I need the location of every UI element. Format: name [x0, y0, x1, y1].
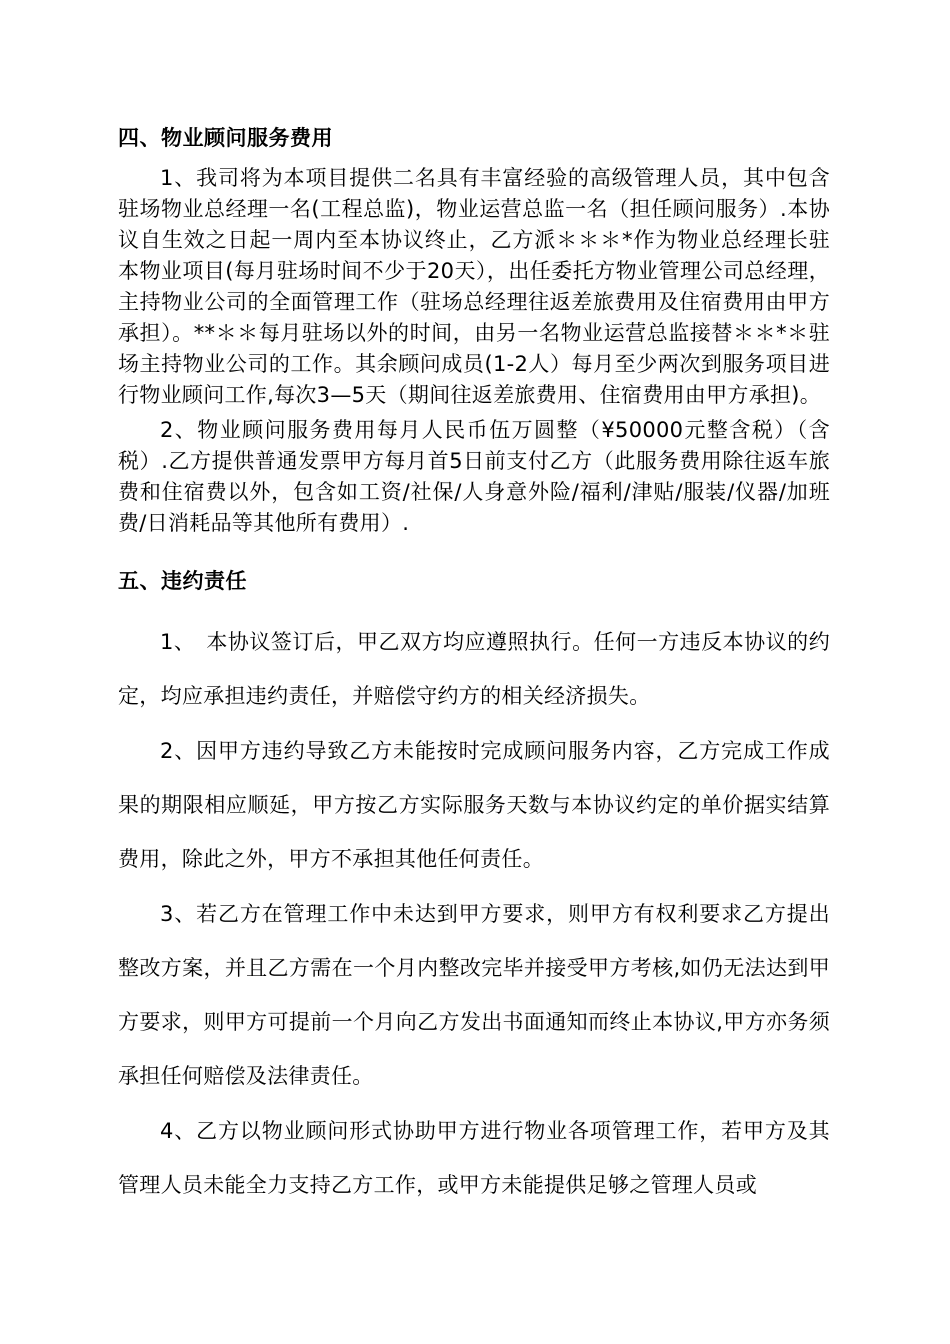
section-5-heading: 五、违约责任	[118, 569, 247, 593]
section-4-heading: 四、物业顾问服务费用	[118, 126, 333, 150]
section-4-paragraph-2: 2、物业顾问服务费用每月人民币伍万圆整（¥50000元整含税）（含税）.乙方提供普通发票甲方每月首5日前支付乙方（此服务费用除往返车旅费和住宿费以外，包含如工资/社保/人身意外险/福利/津贴/服装/仪器/加班费/日消耗品等其他所有费用）.	[118, 418, 830, 535]
section-5-paragraph-1: 1、 本协议签订后，甲乙双方均应遵照执行。任何一方违反本协议的约定，均应承担违约责任，并赔偿守约方的相关经济损失。	[118, 630, 830, 708]
section-5-paragraph-4: 4、乙方以物业顾问形式协助甲方进行物业各项管理工作，若甲方及其管理人员未能全力支持乙方工作，或甲方未能提供足够之管理人员或	[118, 1119, 830, 1197]
section-5-paragraph-3: 3、若乙方在管理工作中未达到甲方要求，则甲方有权利要求乙方提出整改方案，并且乙方需在一个月内整改完毕并接受甲方考核,如仍无法达到甲方要求，则甲方可提前一个月向乙方发出书面通知而终止本协议,甲方亦务须承担任何赔偿及法律责任。	[118, 902, 830, 1088]
section-4-paragraph-1: 1、我司将为本项目提供二名具有丰富经验的高级管理人员，其中包含驻场物业总经理一名(工程总监)，物业运营总监一名（担任顾问服务）.本协议自生效之日起一周内至本协议终止，乙方派＊＊＊*作为物业总经理长驻本物业项目(每月驻场时间不少于20天），出任委托方物业管理公司总经理，主持物业公司的全面管理工作（驻场总经理往返差旅费用及住宿费用由甲方承担）。**＊＊每月驻场以外的时间，由另一名物业运营总监接替＊＊*＊驻场主持物业公司的工作。其余顾问成员(1-2人）每月至少两次到服务项目进行物业顾问工作,每次3—5天（期间往返差旅费用、住宿费用由甲方承担)。	[118, 166, 830, 407]
section-5-paragraph-2: 2、因甲方违约导致乙方未能按时完成顾问服务内容，乙方完成工作成果的期限相应顺延，甲方按乙方实际服务天数与本协议约定的单价据实结算费用，除此之外，甲方不承担其他任何责任。	[118, 739, 830, 871]
